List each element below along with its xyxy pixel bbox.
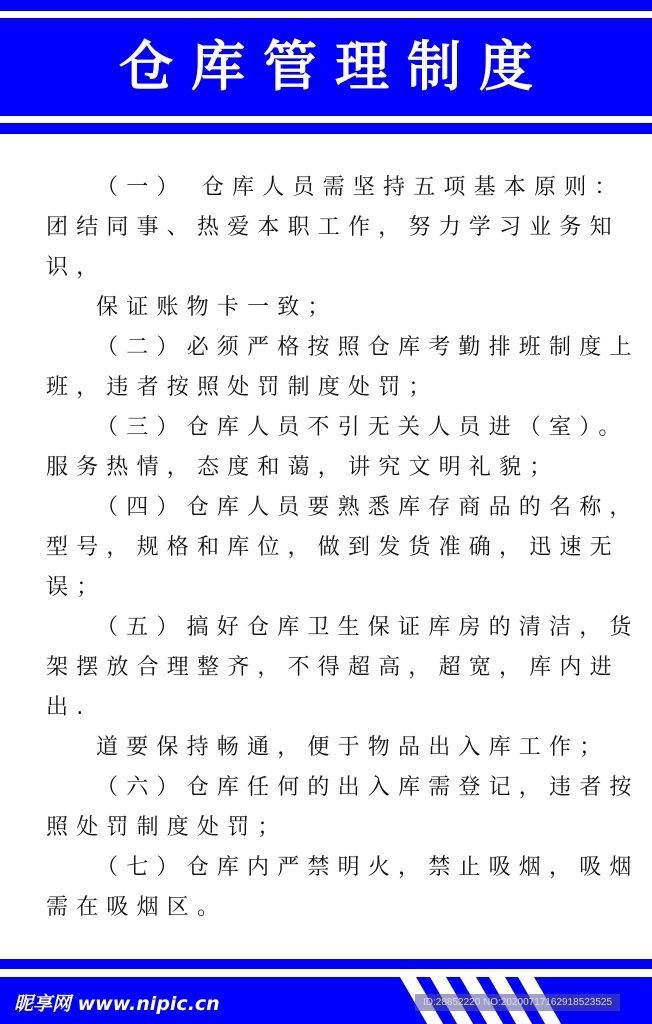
text-line: 照处罚制度处罚； xyxy=(46,815,288,840)
text-line: （一） 仓库人员需坚持五项基本原则： xyxy=(96,175,625,200)
title-underline-stripe xyxy=(0,123,652,134)
text-line: 服务热情，态度和蔼，讲究文明礼貌； xyxy=(46,455,560,480)
text-line: 架摆放合理整齐，不得超高，超宽，库内进 xyxy=(46,655,620,680)
text-line: 出. xyxy=(46,695,92,720)
footer-band xyxy=(0,977,652,1024)
top-stripe xyxy=(0,0,652,11)
rules-text xyxy=(46,168,646,928)
text-line: （六）仓库任何的出入库需登记，违者按 xyxy=(96,775,640,800)
text-line: 误； xyxy=(46,575,107,600)
text-line: （二）必须严格按照仓库考勤排班制度上 xyxy=(96,335,640,360)
page-title: 仓库管理制度 xyxy=(0,18,652,116)
text-line: 保证账物卡一致； xyxy=(96,295,338,320)
text-line: 团结同事、热爱本职工作，努力学习业务知 xyxy=(46,215,620,240)
text-line: （四）仓库人员要熟悉库存商品的名称， xyxy=(96,495,640,520)
text-line: （七）仓库内严禁明火，禁止吸烟，吸烟 xyxy=(96,855,640,880)
site-logo: 昵享网 www.nipic.cn xyxy=(14,993,220,1015)
text-line: 班，违者按照处罚制度处罚； xyxy=(46,375,439,400)
text-line: 道要保持畅通，便于物品出入库工作； xyxy=(96,735,610,760)
text-line: 需在吸烟区。 xyxy=(46,895,228,920)
watermark-id: ID:28852220 NO:20200717162918523525 xyxy=(415,994,620,1011)
text-line: （五）搞好仓库卫生保证库房的清洁，货 xyxy=(96,615,640,640)
text-line: 型号，规格和库位，做到发货准确，迅速无 xyxy=(46,535,620,560)
text-line: （三）仓库人员不引无关人员进（室）。 xyxy=(96,415,629,440)
text-line: 识， xyxy=(46,255,107,280)
bottom-stripe xyxy=(0,959,652,969)
